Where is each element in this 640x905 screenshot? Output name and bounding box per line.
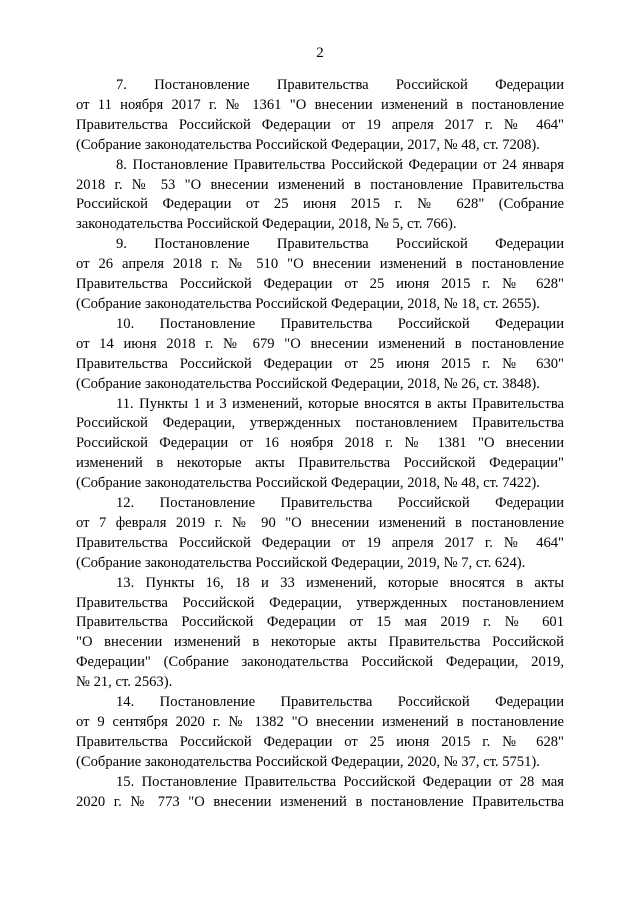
text-line: Правительства Российской Федерации, утвержденных постановлением bbox=[76, 594, 564, 611]
text-line: (Собрание законодательства Российской Федерации, 2018, № 48, ст. 7422). bbox=[76, 475, 540, 492]
text-line: 15. Постановление Правительства Российской Федерации от 28 мая bbox=[116, 773, 564, 790]
page-number: 2 bbox=[316, 45, 324, 61]
text-line: № 21, ст. 2563). bbox=[76, 674, 173, 691]
text-line: от 7 февраля 2019 г. № 90 "О внесении изменений в постановление bbox=[76, 514, 564, 531]
text-line: Правительства Российской Федерации от 25 июня 2015 г. № 628" bbox=[76, 733, 564, 750]
text-line: от 9 сентября 2020 г. № 1382 "О внесении изменений в постановление bbox=[76, 714, 564, 730]
document-body bbox=[76, 76, 564, 813]
text-line: (Собрание законодательства Российской Федерации, 2019, № 7, ст. 624). bbox=[76, 554, 526, 571]
text-line: изменений в некоторые акты Правительства Российской Федерации" bbox=[76, 455, 564, 472]
text-line: Правительства Российской Федерации от 19 апреля 2017 г. № 464" bbox=[76, 116, 564, 133]
text-line: 9. Постановление Правительства Российской Федерации bbox=[116, 236, 564, 253]
list-item bbox=[76, 315, 564, 395]
text-line: 7. Постановление Правительства Российской Федерации bbox=[116, 77, 564, 93]
list-item bbox=[76, 235, 564, 315]
text-line: (Собрание законодательства Российской Федерации, 2018, № 26, ст. 3848). bbox=[76, 375, 540, 392]
text-line: 10. Постановление Правительства Российской Федерации bbox=[116, 315, 564, 332]
text-line: от 14 июня 2018 г. № 679 "О внесении изменений в постановление bbox=[76, 335, 564, 352]
text-line: 8. Постановление Правительства Российской Федерации от 24 января bbox=[116, 156, 564, 173]
list-item bbox=[76, 773, 564, 813]
text-line: 2020 г. № 773 "О внесении изменений в постановление Правительства bbox=[76, 793, 564, 810]
text-line: "О внесении изменений в некоторые акты Правительства Российской bbox=[76, 634, 564, 651]
text-line: 12. Постановление Правительства Российской Федерации bbox=[116, 495, 564, 512]
list-item bbox=[76, 574, 564, 693]
text-line: 2018 г. № 53 "О внесении изменений в постановление Правительства bbox=[76, 176, 564, 193]
text-line: Правительства Российской Федерации от 25 июня 2015 г. № 628" bbox=[76, 276, 564, 293]
text-line: (Собрание законодательства Российской Федерации, 2020, № 37, ст. 5751). bbox=[76, 753, 540, 770]
text-line: от 26 апреля 2018 г. № 510 "О внесении изменений в постановление bbox=[76, 256, 564, 273]
list-item bbox=[76, 156, 564, 236]
list-item bbox=[76, 395, 564, 495]
text-line: Российской Федерации, утвержденных постановлением Правительства bbox=[76, 415, 564, 432]
text-line: 13. Пункты 16, 18 и 33 изменений, которые вносятся в акты bbox=[116, 574, 564, 591]
text-line: Российской Федерации от 25 июня 2015 г. № 628" (Собрание bbox=[76, 196, 564, 213]
text-line: (Собрание законодательства Российской Федерации, 2017, № 48, ст. 7208). bbox=[76, 136, 540, 153]
text-line: от 11 ноября 2017 г. № 1361 "О внесении изменений в постановление bbox=[76, 96, 564, 113]
text-line: Федерации" (Собрание законодательства Российской Федерации, 2019, bbox=[76, 654, 564, 671]
text-line: Правительства Российской Федерации от 25 июня 2015 г. № 630" bbox=[76, 355, 564, 372]
text-line: Правительства Российской Федерации от 19 апреля 2017 г. № 464" bbox=[76, 534, 564, 551]
text-line: законодательства Российской Федерации, 2018, № 5, ст. 766). bbox=[76, 216, 457, 233]
list-item bbox=[76, 494, 564, 574]
text-line: Российской Федерации от 16 ноября 2018 г. № 1381 "О внесении bbox=[76, 435, 564, 452]
text-line: (Собрание законодательства Российской Федерации, 2018, № 18, ст. 2655). bbox=[76, 295, 540, 312]
text-line: 11. Пункты 1 и 3 изменений, которые вносятся в акты Правительства bbox=[116, 395, 564, 412]
text-line: Правительства Российской Федерации от 15 мая 2019 г. № 601 bbox=[76, 614, 564, 631]
list-item bbox=[76, 76, 564, 156]
text-line: 14. Постановление Правительства Российской Федерации bbox=[116, 694, 564, 711]
list-item bbox=[76, 693, 564, 773]
